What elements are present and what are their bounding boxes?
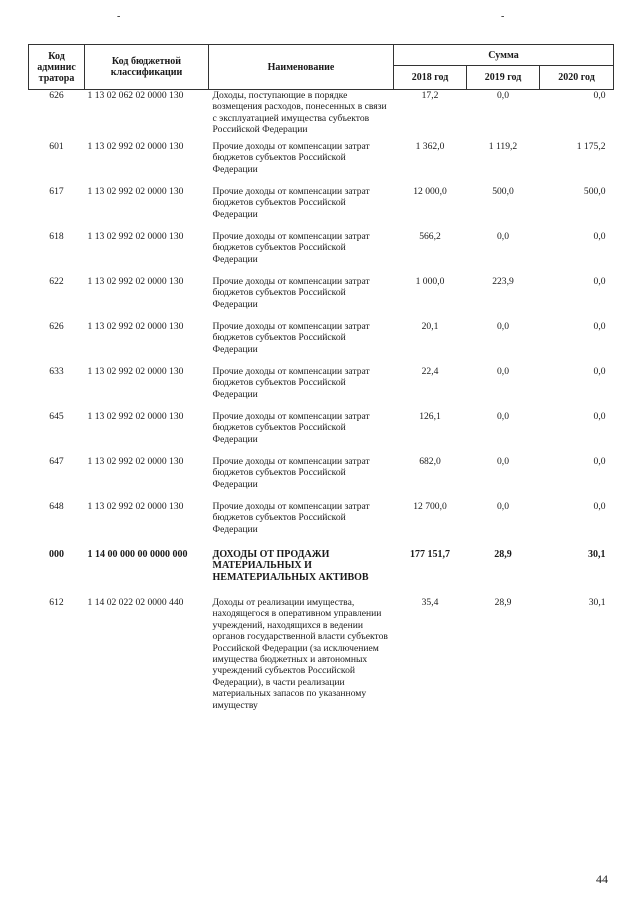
sum-2019: 0,0 [497, 231, 509, 242]
sum-2018: 35,4 [421, 597, 439, 608]
sum-2018: 12 000,0 [413, 186, 447, 197]
admin-code: 000 [49, 549, 64, 560]
table-row [29, 321, 614, 366]
budget-code: 1 13 02 992 02 0000 130 [87, 501, 184, 512]
table-row [29, 597, 614, 737]
budget-code: 1 13 02 992 02 0000 130 [87, 231, 184, 242]
sum-2018: 126,1 [419, 411, 441, 422]
revenue-name: Прочие доходы от компенсации затрат бюджетов субъектов Российской Федерации [212, 141, 370, 175]
header-year-2020: 2020 год [540, 66, 614, 90]
sum-2019: 0,0 [497, 456, 509, 467]
revenue-name: Прочие доходы от компенсации затрат бюджетов субъектов Российской Федерации [212, 321, 370, 355]
sum-2018: 12 700,0 [413, 501, 447, 512]
admin-code: 645 [49, 411, 64, 422]
sum-2018: 20,1 [421, 321, 439, 332]
revenue-name: Прочие доходы от компенсации затрат бюджетов субъектов Российской Федерации [212, 231, 370, 265]
sum-2018: 22,4 [421, 366, 439, 377]
page-number: 44 [596, 872, 608, 886]
table-row-section-total [29, 546, 614, 597]
sum-2018: 177 151,7 [410, 549, 450, 560]
budget-code: 1 13 02 992 02 0000 130 [87, 321, 184, 332]
budget-code: 1 13 02 062 02 0000 130 [87, 90, 184, 101]
table-row [29, 141, 614, 186]
sum-2020: 0,0 [593, 366, 606, 377]
sum-2020: 500,0 [583, 186, 606, 197]
revenue-name: Прочие доходы от компенсации затрат бюджетов субъектов Российской Федерации [212, 456, 370, 490]
table-row [29, 456, 614, 501]
sum-2020: 0,0 [593, 231, 606, 242]
sum-2019: 0,0 [497, 321, 509, 332]
admin-code: 618 [49, 231, 64, 242]
admin-code: 626 [49, 321, 64, 332]
table-row [29, 411, 614, 456]
header-year-2018: 2018 год [394, 66, 467, 90]
sum-2019: 0,0 [497, 411, 509, 422]
budget-code: 1 13 02 992 02 0000 130 [87, 186, 184, 197]
revenue-name: Прочие доходы от компенсации затрат бюджетов субъектов Российской Федерации [212, 186, 370, 220]
revenue-name: Прочие доходы от компенсации затрат бюджетов субъектов Российской Федерации [212, 411, 370, 445]
admin-code: 626 [49, 90, 64, 101]
header-code: Код бюджетной классификации [85, 45, 209, 90]
scan-mark-left: - [117, 11, 121, 22]
sum-2018: 1 362,0 [415, 141, 445, 152]
table-row [29, 186, 614, 231]
budget-code: 1 13 02 992 02 0000 130 [87, 141, 184, 152]
sum-2019: 28,9 [494, 597, 512, 608]
header-admin: Код админис тратора [29, 45, 85, 90]
admin-code: 647 [49, 456, 64, 467]
table-row [29, 501, 614, 546]
table-row [29, 366, 614, 411]
budget-code: 1 14 02 022 02 0000 440 [87, 597, 184, 608]
budget-code: 1 13 02 992 02 0000 130 [87, 456, 184, 467]
sum-2019: 1 119,2 [488, 141, 518, 152]
sum-2020: 0,0 [593, 276, 606, 287]
admin-code: 612 [49, 597, 64, 608]
sum-2018: 17,2 [421, 90, 439, 101]
sum-2019: 28,9 [494, 549, 512, 560]
sum-2018: 1 000,0 [415, 276, 445, 287]
revenue-name: ДОХОДЫ ОТ ПРОДАЖИ МАТЕРИАЛЬНЫХ И НЕМАТЕРИАЛЬНЫХ АКТИВОВ [212, 549, 369, 583]
sum-2020: 0,0 [593, 501, 606, 512]
scan-mark-right: - [501, 11, 505, 22]
budget-code: 1 14 00 000 00 0000 000 [87, 549, 188, 560]
sum-2020: 0,0 [593, 90, 606, 101]
revenue-table [28, 44, 614, 737]
budget-code: 1 13 02 992 02 0000 130 [87, 366, 184, 377]
sum-2019: 0,0 [497, 90, 509, 101]
revenue-name: Доходы от реализации имущества, находящегося в оперативном управлении учреждений, находящихся в ведении органов государственной власти субъектов Российской Федерации (за исключением имущества бюджетных и автономных учреждений субъектов Российской Федерации), в части реализации материальных запасов по указанному имуществу [212, 597, 388, 711]
sum-2019: 0,0 [497, 366, 509, 377]
table-header [29, 45, 614, 90]
sum-2018: 566,2 [419, 231, 441, 242]
sum-2020: 30,1 [588, 549, 606, 560]
sum-2020: 30,1 [588, 597, 606, 608]
revenue-name: Прочие доходы от компенсации затрат бюджетов субъектов Российской Федерации [212, 366, 370, 400]
revenue-name: Прочие доходы от компенсации затрат бюджетов субъектов Российской Федерации [212, 276, 370, 310]
sum-2019: 0,0 [497, 501, 509, 512]
table-row [29, 276, 614, 321]
table-body [29, 90, 614, 738]
table-row [29, 90, 614, 142]
sum-2020: 0,0 [593, 321, 606, 332]
budget-code: 1 13 02 992 02 0000 130 [87, 276, 184, 287]
budget-code: 1 13 02 992 02 0000 130 [87, 411, 184, 422]
header-name: Наименование [209, 45, 394, 90]
sum-2018: 682,0 [419, 456, 441, 467]
revenue-name: Прочие доходы от компенсации затрат бюджетов субъектов Российской Федерации [212, 501, 370, 535]
admin-code: 633 [49, 366, 64, 377]
sum-2020: 0,0 [593, 456, 606, 467]
revenue-name: Доходы, поступающие в порядке возмещения расходов, понесенных в связи с эксплуатацией имущества субъектов Российской Федерации [212, 90, 387, 136]
sum-2020: 1 175,2 [576, 141, 606, 152]
admin-code: 617 [49, 186, 64, 197]
header-sum: Сумма [394, 45, 614, 66]
sum-2019: 223,9 [492, 276, 514, 287]
admin-code: 622 [49, 276, 64, 287]
table-row [29, 231, 614, 276]
header-year-2019: 2019 год [467, 66, 540, 90]
admin-code: 601 [49, 141, 64, 152]
sum-2020: 0,0 [593, 411, 606, 422]
sum-2019: 500,0 [492, 186, 514, 197]
admin-code: 648 [49, 501, 64, 512]
